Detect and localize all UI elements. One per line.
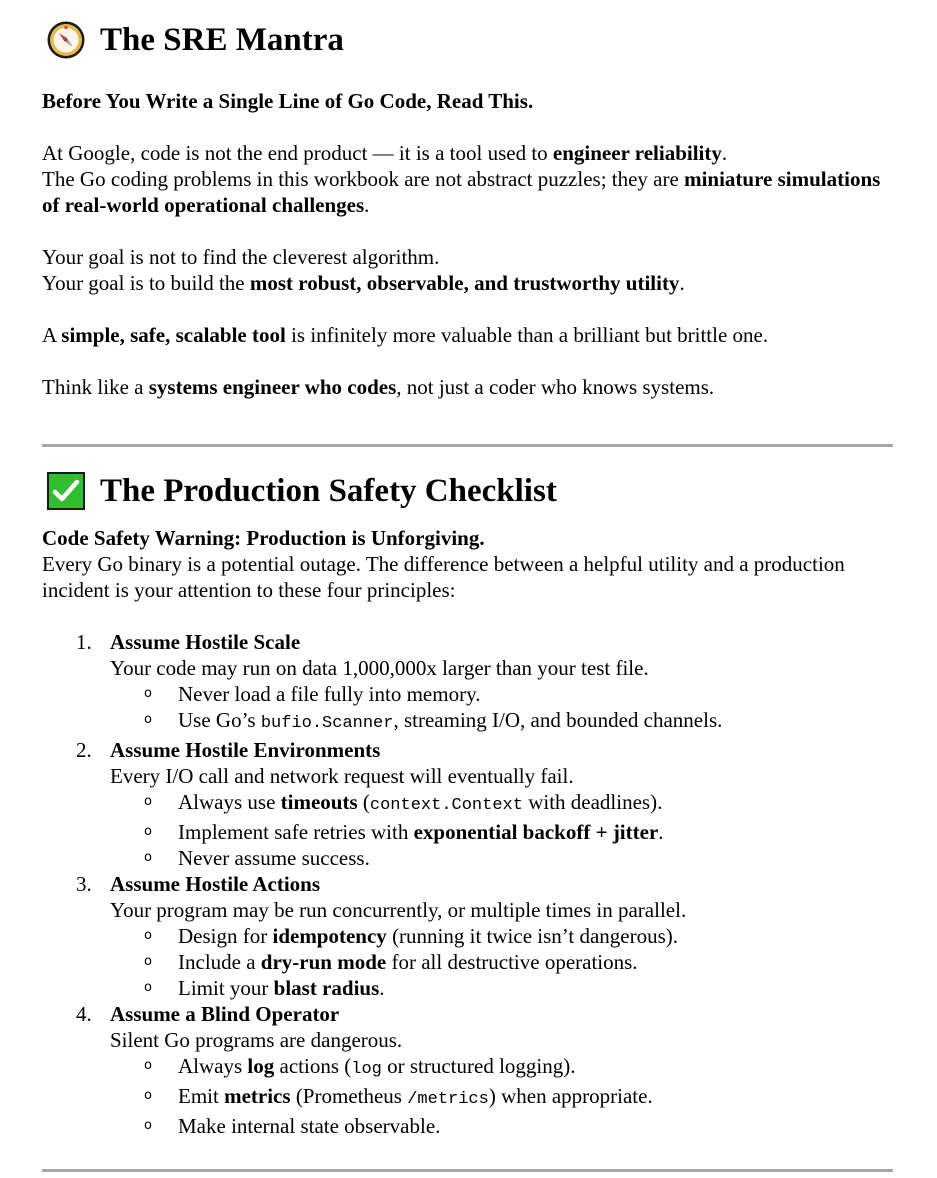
section-title: The SRE Mantra [100, 22, 344, 58]
checkmark-box-icon [46, 471, 86, 511]
warning-intro: Every Go binary is a potential outage. The difference between a helpful utility and a production incident is your attention to these four principles: [42, 552, 845, 602]
horizontal-rule [42, 444, 893, 447]
section-subtitle: Before You Write a Single Line of Go Code, Read This. [42, 89, 534, 113]
principle-title: Assume Hostile Environments [110, 738, 381, 762]
list-item: o Use Go’s bufio.Scanner, streaming I/O, and bounded channels. [144, 708, 723, 733]
list-item: o Always use timeouts (context.Context with deadlines). [144, 790, 663, 815]
list-item: o Always log actions (log or structured logging). [144, 1054, 576, 1079]
section-heading-sre-mantra [46, 20, 894, 60]
principle-title: Assume a Blind Operator [110, 1002, 340, 1026]
bullet-icon: o [144, 824, 152, 839]
list-item: o Never assume success. [144, 846, 370, 870]
paragraph-think-like: Think like a systems engineer who codes, not just a coder who knows systems. [42, 375, 715, 399]
principle-sublist [110, 1053, 894, 1139]
list-item: o Design for idempotency (running it twice isn’t dangerous). [144, 924, 679, 948]
principle-item: 3. Assume Hostile Actions Your program may be run concurrently, or multiple times in parallel. o Design for idempotency (running it twice isn’t dangerous). o Include a dry-run mode for all destructive operations. o Limit your blast radius. [42, 871, 894, 1001]
principle-sublist [110, 923, 894, 1001]
bullet-icon: o [144, 1088, 152, 1103]
list-item: o Make internal state observable. [144, 1114, 441, 1138]
principle-title: Assume Hostile Actions [110, 872, 320, 896]
principles-list [42, 629, 894, 1139]
paragraph-intro: At Google, code is not the end product — it is a tool used to engineer reliability. The Go coding problems in this workbook are not abstract puzzles; they are miniature simulations of real-world operational challenges. [42, 141, 881, 217]
bullet-icon: o [144, 794, 152, 809]
horizontal-rule [42, 1169, 893, 1172]
paragraph-goal: Your goal is not to find the cleverest algorithm. Your goal is to build the most robust, observable, and trustworthy utility. [42, 245, 685, 295]
principle-item: 2. Assume Hostile Environments Every I/O call and network request will eventually fail. o Always use timeouts (context.Context with deadlines). o Implement safe retries with exponential backoff + jitter. o Never assume success. [42, 737, 894, 871]
principle-sublist [110, 789, 894, 871]
section-heading-safety-checklist [46, 471, 894, 511]
bullet-icon: o [144, 1118, 152, 1133]
list-item: o Include a dry-run mode for all destructive operations. [144, 950, 638, 974]
principle-desc: Silent Go programs are dangerous. [110, 1028, 403, 1052]
principle-desc: Your program may be run concurrently, or multiple times in parallel. [110, 898, 687, 922]
principle-item: 4. Assume a Blind Operator Silent Go programs are dangerous. o Always log actions (log or structured logging). o Emit metrics (Prometheus /metrics) when appropriate. o Make internal state observable. [42, 1001, 894, 1139]
bullet-icon: o [144, 1058, 152, 1073]
paragraph-simple-tool: A simple, safe, scalable tool is infinitely more valuable than a brilliant but brittle one. [42, 323, 769, 347]
bullet-icon: o [144, 928, 152, 943]
bullet-icon: o [144, 980, 152, 995]
bullet-icon: o [144, 954, 152, 969]
bullet-icon: o [144, 850, 152, 865]
compass-icon [46, 20, 86, 60]
document-page [42, 0, 894, 1139]
list-item: o Limit your blast radius. [144, 976, 385, 1000]
warning-title: Code Safety Warning: Production is Unforgiving. [42, 526, 485, 550]
principle-desc: Every I/O call and network request will eventually fail. [110, 764, 574, 788]
principle-sublist [110, 681, 894, 737]
list-item: o Never load a file fully into memory. [144, 682, 481, 706]
principle-title: Assume Hostile Scale [110, 630, 301, 654]
section-title: The Production Safety Checklist [100, 473, 557, 509]
list-item: o Emit metrics (Prometheus /metrics) when appropriate. [144, 1084, 653, 1109]
principle-desc: Your code may run on data 1,000,000x larger than your test file. [110, 656, 649, 680]
principle-item: 1. Assume Hostile Scale Your code may run on data 1,000,000x larger than your test file. o Never load a file fully into memory. o Use Go’s bufio.Scanner, streaming I/O, and bounded channels. [42, 629, 894, 737]
bullet-icon: o [144, 686, 152, 701]
bullet-icon: o [144, 712, 152, 727]
list-item: o Implement safe retries with exponential backoff + jitter. [144, 820, 664, 844]
